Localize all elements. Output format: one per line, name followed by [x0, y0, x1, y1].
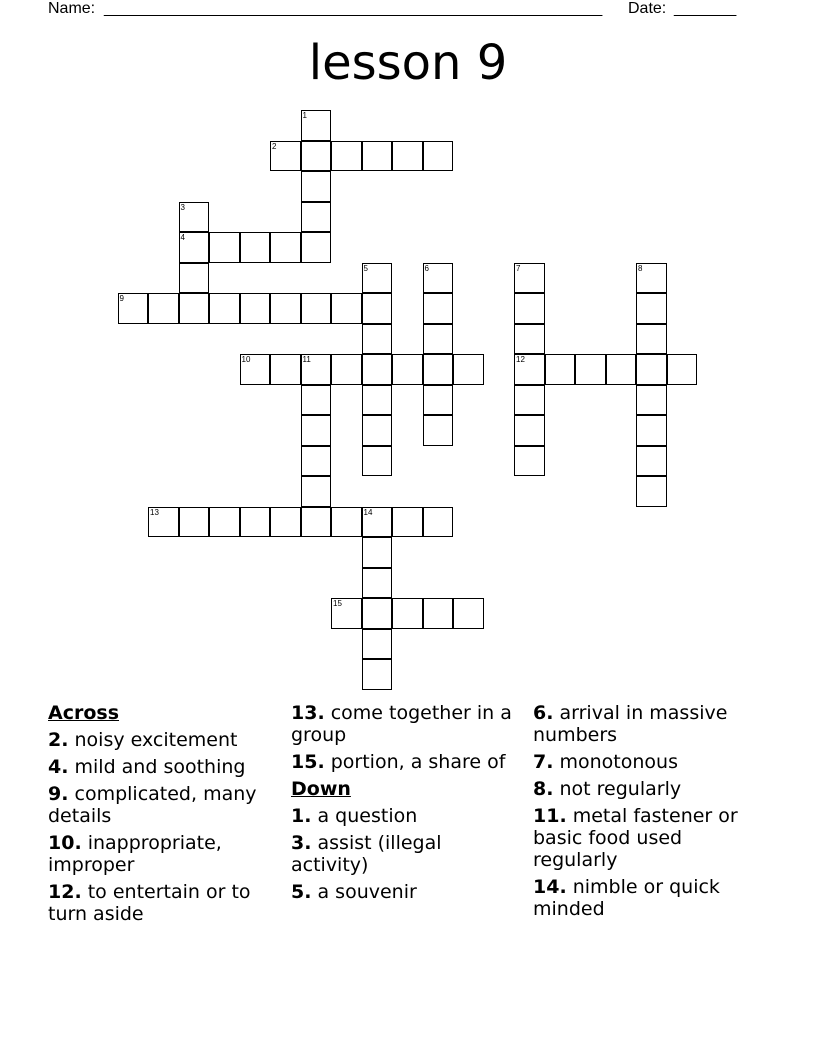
clue-down-3 — [291, 832, 519, 876]
crossword-cell[interactable] — [301, 507, 332, 538]
crossword-cell[interactable] — [270, 141, 301, 172]
clue-text: come together in a group — [291, 702, 512, 746]
cell-number: 6 — [424, 263, 429, 273]
crossword-cell[interactable] — [362, 293, 393, 324]
clue-number: 3. — [291, 832, 312, 854]
clue-number: 6. — [533, 702, 554, 724]
crossword-cell[interactable] — [179, 293, 210, 324]
crossword-cell[interactable] — [362, 659, 393, 690]
clue-text: to entertain or to turn aside — [48, 881, 251, 925]
cell-number: 9 — [119, 294, 124, 303]
clue-number: 12. — [48, 881, 82, 903]
clue-across-9 — [48, 783, 276, 827]
clue-number: 1. — [291, 805, 312, 827]
crossword-cell[interactable] — [667, 354, 698, 385]
crossword-cell[interactable] — [423, 324, 454, 355]
crossword-cell[interactable] — [209, 507, 240, 538]
crossword-cell[interactable] — [179, 507, 210, 538]
crossword-cell[interactable] — [636, 446, 667, 477]
cell-number: 7 — [516, 263, 521, 273]
crossword-cell[interactable] — [148, 293, 179, 324]
clue-down-14 — [533, 876, 765, 920]
crossword-cell[interactable] — [392, 507, 423, 538]
clue-down-1 — [291, 805, 519, 827]
crossword-cell[interactable] — [423, 598, 454, 629]
crossword-cell[interactable] — [636, 324, 667, 355]
clue-number: 13. — [291, 702, 325, 724]
crossword-cell[interactable] — [423, 141, 454, 172]
clue-text: not regularly — [559, 778, 682, 800]
crossword-cell[interactable] — [179, 232, 210, 263]
crossword-cell[interactable] — [514, 293, 545, 324]
clue-text: portion, a share of — [330, 751, 506, 773]
crossword-cell[interactable] — [514, 446, 545, 477]
clue-text: noisy excitement — [74, 729, 238, 751]
crossword-cell[interactable] — [240, 507, 271, 538]
crossword-cell[interactable] — [362, 141, 393, 172]
clue-down-5 — [291, 881, 519, 903]
crossword-cell[interactable] — [362, 568, 393, 599]
crossword-cell[interactable] — [209, 232, 240, 263]
crossword-cell[interactable] — [606, 354, 637, 385]
crossword-cell[interactable] — [270, 507, 301, 538]
crossword-cell[interactable] — [331, 141, 362, 172]
cell-number: 2 — [272, 141, 277, 151]
clue-number: 5. — [291, 881, 312, 903]
clue-column-2 — [291, 702, 519, 908]
clue-number: 4. — [48, 756, 69, 778]
cell-number: 5 — [363, 263, 368, 273]
crossword-cell[interactable] — [148, 507, 179, 538]
cell-number: 12 — [516, 355, 525, 364]
clue-text: mild and soothing — [74, 756, 246, 778]
crossword-cell[interactable] — [392, 354, 423, 385]
crossword-cell[interactable] — [636, 293, 667, 324]
clue-text: nimble or quick minded — [533, 876, 720, 920]
cell-number: 10 — [241, 355, 251, 364]
clue-across-15 — [291, 751, 519, 773]
crossword-cell[interactable] — [301, 171, 332, 202]
crossword-cell[interactable] — [636, 385, 667, 416]
crossword-cell[interactable] — [301, 110, 332, 141]
crossword-cell[interactable] — [179, 263, 210, 294]
crossword-cell[interactable] — [545, 354, 576, 385]
clue-down-7 — [533, 751, 765, 773]
clue-number: 15. — [291, 751, 325, 773]
crossword-cell[interactable] — [514, 263, 545, 294]
crossword-cell[interactable] — [331, 354, 362, 385]
clue-across-2 — [48, 729, 276, 751]
crossword-cell[interactable] — [575, 354, 606, 385]
name-blank-line[interactable]: ________________________________________________________ — [104, 0, 603, 17]
crossword-cell[interactable] — [118, 293, 149, 324]
clue-number: 7. — [533, 751, 554, 773]
crossword-cell[interactable] — [362, 263, 393, 294]
crossword-cell[interactable] — [301, 232, 332, 263]
clue-across-4 — [48, 756, 276, 778]
clue-number: 14. — [533, 876, 567, 898]
crossword-cell[interactable] — [453, 354, 484, 385]
date-label: Date: — [628, 0, 667, 17]
crossword-cell[interactable] — [636, 354, 667, 385]
cell-number: 8 — [638, 263, 643, 273]
crossword-cell[interactable] — [179, 202, 210, 233]
crossword-cell[interactable] — [331, 507, 362, 538]
clue-text: monotonous — [559, 751, 678, 773]
crossword-cell[interactable] — [240, 354, 271, 385]
cell-number: 13 — [150, 507, 159, 517]
cell-number: 4 — [180, 233, 185, 242]
clue-text: assist (illegal activity) — [291, 832, 442, 876]
crossword-cell[interactable] — [362, 629, 393, 660]
crossword-cell[interactable] — [301, 141, 332, 172]
clue-number: 11. — [533, 805, 567, 827]
cell-number: 14 — [363, 507, 373, 517]
clue-across-13 — [291, 702, 519, 746]
crossword-cell[interactable] — [362, 385, 393, 416]
crossword-cell[interactable] — [514, 354, 545, 385]
clue-down-11 — [533, 805, 765, 871]
clue-down-8 — [533, 778, 765, 800]
crossword-cell[interactable] — [514, 385, 545, 416]
crossword-cell[interactable] — [423, 263, 454, 294]
crossword-cell[interactable] — [301, 354, 332, 385]
clue-column-3 — [533, 702, 765, 925]
crossword-cell[interactable] — [423, 293, 454, 324]
cell-number: 3 — [180, 202, 185, 212]
date-blank-line[interactable]: _______ — [674, 0, 737, 17]
clue-text: a souvenir — [317, 881, 417, 903]
crossword-cell[interactable] — [301, 415, 332, 446]
crossword-cell[interactable] — [453, 598, 484, 629]
clue-number: 9. — [48, 783, 69, 805]
crossword-cell[interactable] — [240, 232, 271, 263]
crossword-cell[interactable] — [392, 598, 423, 629]
crossword-cell[interactable] — [362, 446, 393, 477]
crossword-cell[interactable] — [270, 354, 301, 385]
clue-text: complicated, many details — [48, 783, 257, 827]
clue-text: a question — [317, 805, 418, 827]
crossword-cell[interactable] — [331, 598, 362, 629]
clue-text: arrival in massive numbers — [533, 702, 728, 746]
clue-number: 10. — [48, 832, 82, 854]
crossword-cell[interactable] — [331, 293, 362, 324]
crossword-cell[interactable] — [270, 293, 301, 324]
name-label: Name: — [48, 0, 96, 17]
crossword-cell[interactable] — [423, 354, 454, 385]
crossword-cell[interactable] — [301, 202, 332, 233]
crossword-cell[interactable] — [423, 385, 454, 416]
crossword-cell[interactable] — [301, 385, 332, 416]
clue-number: 8. — [533, 778, 554, 800]
crossword-cell[interactable] — [514, 415, 545, 446]
crossword-cell[interactable] — [362, 415, 393, 446]
clue-number: 2. — [48, 729, 69, 751]
cell-number: 11 — [302, 355, 311, 364]
cell-number: 1 — [302, 111, 307, 120]
clue-text: metal fastener or basic food used regularly — [533, 805, 738, 871]
clue-across-12 — [48, 881, 276, 925]
clue-across-10 — [48, 832, 276, 876]
crossword-cell[interactable] — [392, 141, 423, 172]
page-title: lesson 9 — [308, 35, 508, 91]
cell-number: 15 — [333, 599, 342, 608]
crossword-cell[interactable] — [362, 354, 393, 385]
clue-column-1 — [48, 702, 276, 930]
crossword-cell[interactable] — [636, 415, 667, 446]
crossword-cell[interactable] — [209, 293, 240, 324]
clues-section — [0, 702, 816, 1002]
crossword-cell[interactable] — [240, 293, 271, 324]
crossword-cell[interactable] — [362, 537, 393, 568]
crossword-cell[interactable] — [514, 324, 545, 355]
crossword-cell[interactable] — [423, 415, 454, 446]
crossword-cell[interactable] — [301, 446, 332, 477]
crossword-cell[interactable] — [636, 263, 667, 294]
crossword-cell[interactable] — [270, 232, 301, 263]
crossword-cell[interactable] — [301, 476, 332, 507]
crossword-cell[interactable] — [301, 293, 332, 324]
crossword-cell[interactable] — [423, 507, 454, 538]
crossword-cell[interactable] — [636, 476, 667, 507]
crossword-cell[interactable] — [362, 324, 393, 355]
across-title: Across — [48, 702, 120, 724]
down-title: Down — [291, 778, 351, 800]
crossword-cell[interactable] — [362, 598, 393, 629]
clue-text: inappropriate, improper — [48, 832, 222, 876]
crossword-cell[interactable] — [362, 507, 393, 538]
clue-down-6 — [533, 702, 765, 746]
